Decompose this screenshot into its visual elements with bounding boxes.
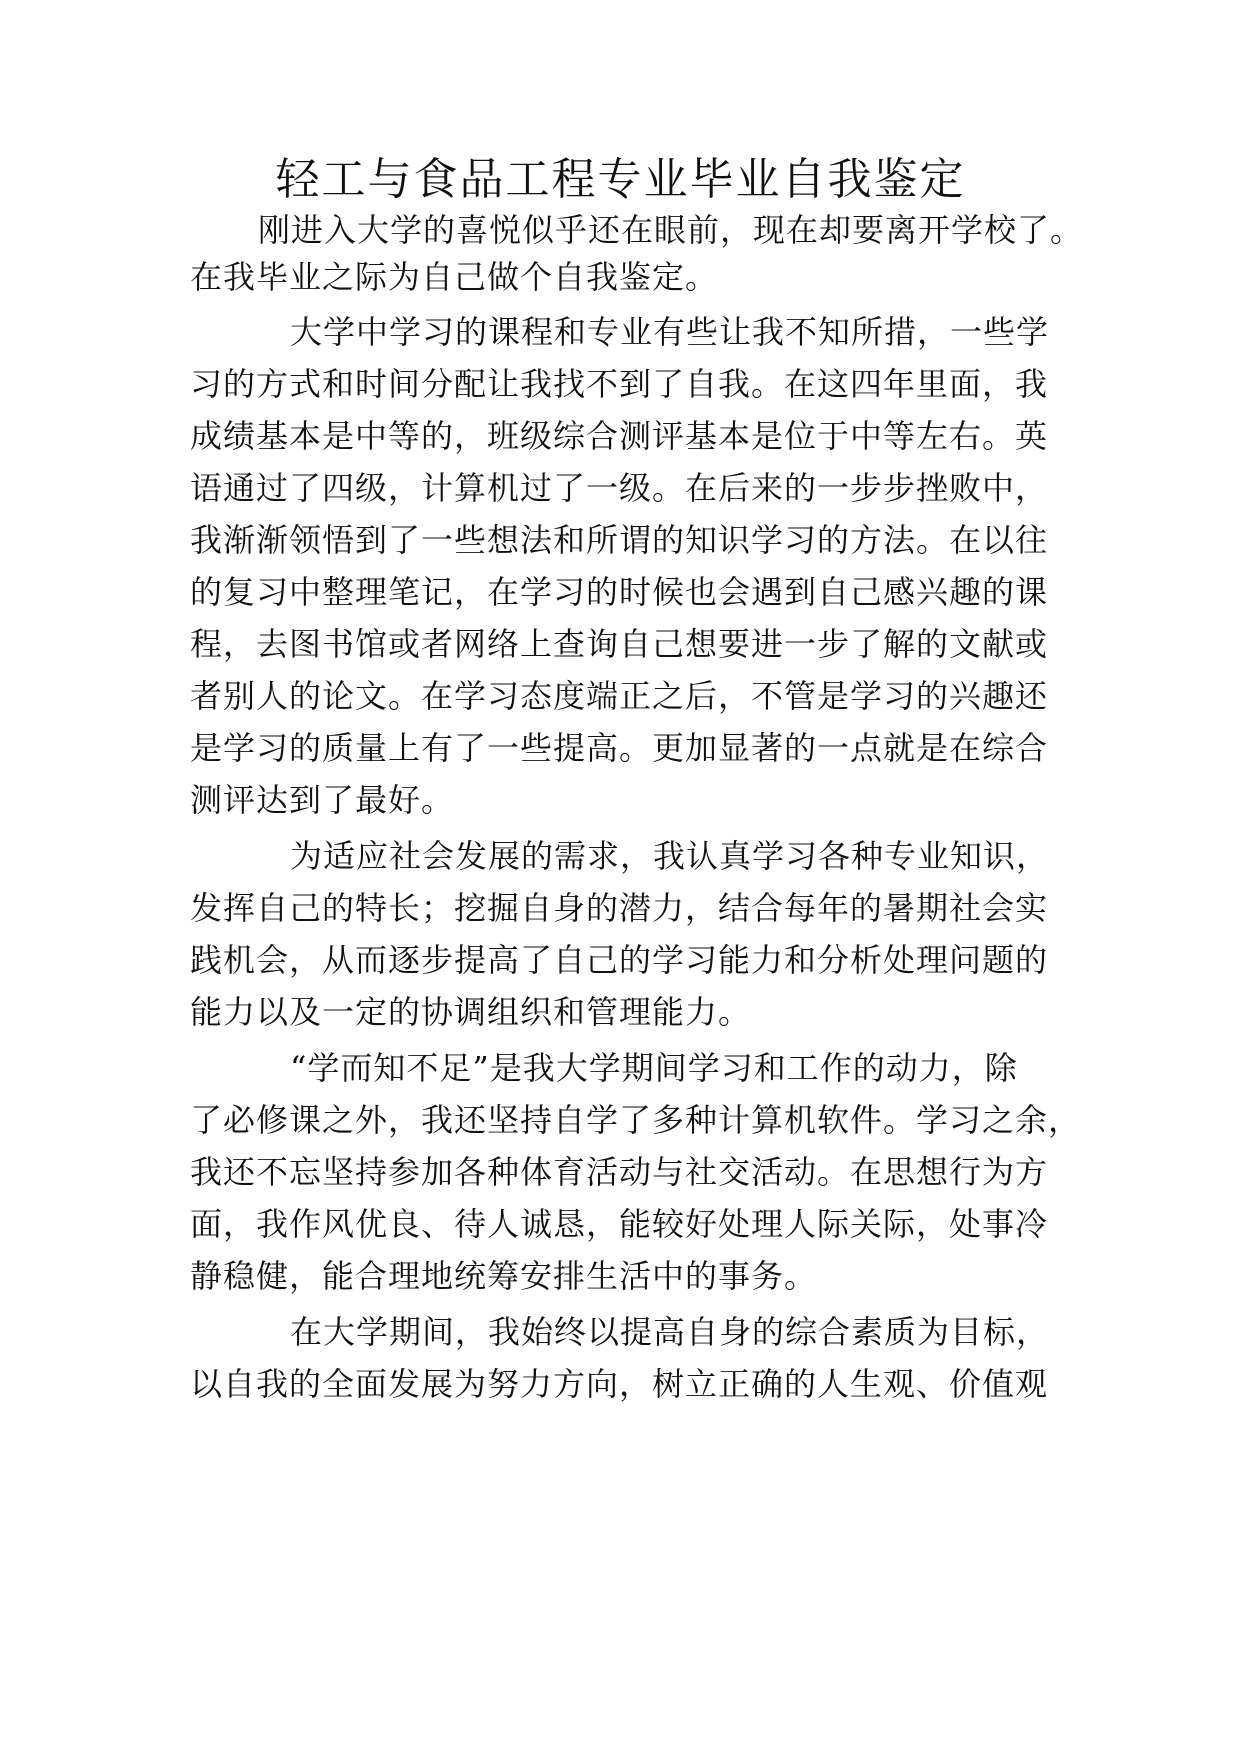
paragraph-line: 程，去图书馆或者网络上查询自己想要进一步了解的文献或 [190, 625, 1049, 663]
paragraph-line: 者别人的论文。在学习态度端正之后，不管是学习的兴趣还 [190, 677, 1049, 715]
paragraph-line: 我渐渐领悟到了一些想法和所谓的知识学习的方法。在以往 [190, 521, 1049, 559]
paragraph-line: 能力以及一定的协调组织和管理能力。 [190, 993, 752, 1031]
paragraph-line: 以自我的全面发展为努力方向，树立正确的人生观、价值观 [190, 1365, 1049, 1403]
paragraph-line: 面，我作风优良、待人诚恳，能较好处理人际关际，处事冷 [190, 1205, 1049, 1243]
paragraph-line: 在我毕业之际为自己做个自我鉴定。 [190, 258, 719, 296]
paragraph-line: 成绩基本是中等的，班级综合测评基本是位于中等左右。英 [190, 417, 1049, 455]
paragraph-line: 是学习的质量上有了一些提高。更加显著的一点就是在综合 [190, 729, 1049, 767]
paragraph-line: 习的方式和时间分配让我找不到了自我。在这四年里面，我 [190, 365, 1049, 403]
paragraph-line: 静稳健，能合理地统筹安排生活中的事务。 [190, 1257, 818, 1295]
paragraph-line: 了必修课之外，我还坚持自学了多种计算机软件。学习之余， [190, 1101, 1082, 1139]
paragraph-line: 我还不忘坚持参加各种体育活动与社交活动。在思想行为方 [190, 1153, 1049, 1191]
paragraph-line: 践机会，从而逐步提高了自己的学习能力和分析处理问题的 [190, 941, 1049, 979]
paragraph-line: 大学中学习的课程和专业有些让我不知所措，一些学 [290, 313, 1050, 351]
paragraph-line: 语通过了四级，计算机过了一级。在后来的一步步挫败中， [190, 469, 1049, 507]
paragraph-line: “学而知不足”是我大学期间学习和工作的动力，除 [290, 1049, 1018, 1087]
paragraph-line: 发挥自己的特长；挖掘自身的潜力，结合每年的暑期社会实 [190, 889, 1049, 927]
paragraph-line: 在大学期间，我始终以提高自身的综合素质为目标， [290, 1313, 1050, 1351]
document-title: 轻工与食品工程专业毕业自我鉴定 [275, 154, 966, 205]
paragraph-line: 刚进入大学的喜悦似乎还在眼前，现在却要离开学校了。 [258, 211, 1084, 249]
paragraph-line: 为适应社会发展的需求，我认真学习各种专业知识， [290, 837, 1050, 875]
paragraph-line: 测评达到了最好。 [190, 781, 455, 819]
paragraph-line: 的复习中整理笔记，在学习的时候也会遇到自己感兴趣的课 [190, 573, 1049, 611]
